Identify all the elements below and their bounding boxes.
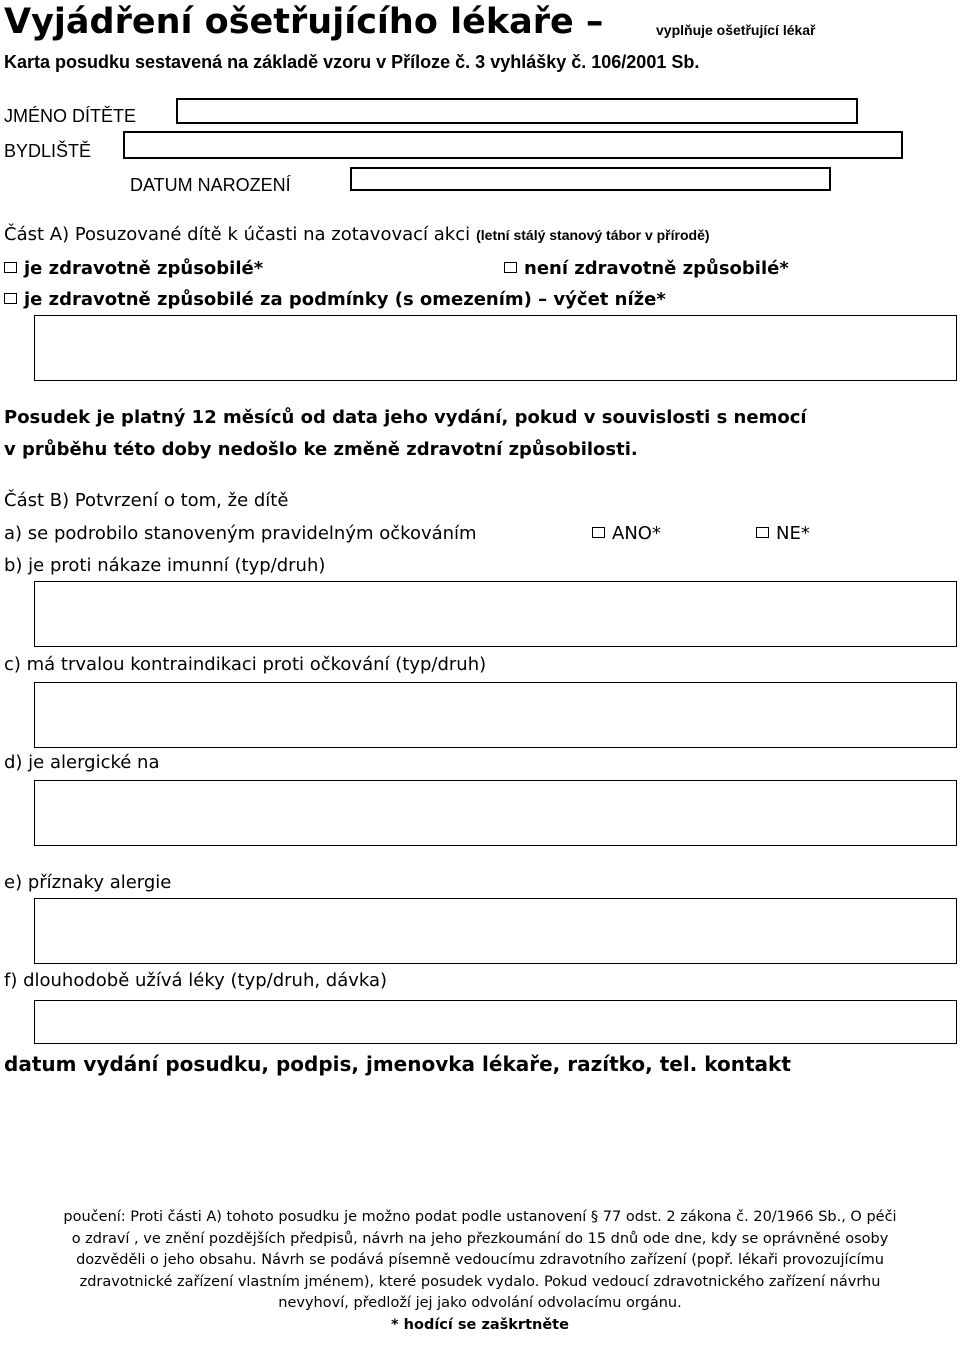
- checkbox-fit[interactable]: [4, 262, 17, 273]
- option-conditional[interactable]: [4, 289, 666, 310]
- form-title-note: vyplňuje ošetřující lékař: [656, 22, 816, 38]
- form-title: Vyjádření ošetřujícího lékaře –: [4, 2, 604, 42]
- part-a-heading: [4, 224, 710, 245]
- part-b-heading: Část B) Potvrzení o tom, že dítě: [4, 490, 289, 511]
- checkbox-conditional[interactable]: [4, 293, 17, 304]
- footer-notice: [0, 1207, 960, 1336]
- option-fit-label: je zdravotně způsobilé*: [24, 258, 264, 279]
- child-name-field[interactable]: [176, 98, 858, 124]
- footer-line-4: zdravotnické zařízení vlastním jménem), které posudek vydalo. Pokud vedoucí zdravotnického zařízení návrhu: [79, 1273, 881, 1290]
- part-a-heading-note: (letní stálý stanový tábor v přírodě): [476, 227, 710, 243]
- footer-line-2: o zdraví , ve znění pozdějších předpisů, návrh na jeho přezkoumání do 15 dnů ode dne, kdy se oprávněné osoby: [71, 1230, 889, 1247]
- footer-line-1: poučení: Proti části A) tohoto posudku je možno podat podle ustanovení § 77 odst. 2 zákona č. 20/1966 Sb., O péči: [63, 1209, 897, 1225]
- option-no-label: NE*: [776, 523, 810, 544]
- contraindication-label: c) má trvalou kontraindikaci proti očkování (typ/druh): [4, 654, 487, 675]
- checkbox-no[interactable]: [756, 527, 769, 538]
- allergy-label: d) je alergické na: [4, 752, 160, 773]
- contraindication-field[interactable]: [34, 682, 957, 748]
- birthdate-label: DATUM NAROZENÍ: [130, 175, 291, 195]
- form-subtitle: Karta posudku sestavená na základě vzoru v Příloze č. 3 vyhlášky č. 106/2001 Sb.: [4, 52, 700, 72]
- birthdate-field[interactable]: [350, 167, 831, 191]
- checkbox-unfit[interactable]: [504, 262, 517, 273]
- vaccination-label: a) se podrobilo stanoveným pravidelným očkováním: [4, 523, 477, 544]
- option-vaccinated-no[interactable]: [756, 523, 810, 544]
- validity-line-1: Posudek je platný 12 měsíců od data jeho vydání, pokud v souvislosti s nemocí: [4, 407, 807, 428]
- address-field[interactable]: [123, 131, 903, 159]
- option-unfit-label: není zdravotně způsobilé*: [524, 258, 789, 279]
- footer-line-3: dozvěděli o jeho obsahu. Návrh se podává písemně vedoucímu zdravotního zařízení (popř. lékaři provozujícímu: [76, 1252, 884, 1268]
- restrictions-field[interactable]: [34, 315, 957, 381]
- immunity-label: b) je proti nákaze imunní (typ/druh): [4, 555, 326, 576]
- footer-line-5: nevyhoví, předloží jej jako odvolání odvolacímu orgánu.: [278, 1295, 682, 1311]
- footer-asterisk-note: * hodící se zaškrtněte: [391, 1316, 569, 1333]
- validity-line-2: v průběhu této doby nedošlo ke změně zdravotní způsobilosti.: [4, 439, 638, 460]
- medication-label: f) dlouhodobě užívá léky (typ/druh, dávka): [4, 970, 388, 991]
- option-vaccinated-yes[interactable]: [592, 523, 661, 544]
- medication-field[interactable]: [34, 1000, 957, 1044]
- immunity-field[interactable]: [34, 581, 957, 647]
- option-fit[interactable]: [4, 258, 263, 279]
- checkbox-yes[interactable]: [592, 527, 605, 538]
- allergy-symptoms-label: e) příznaky alergie: [4, 872, 172, 893]
- option-conditional-label: je zdravotně způsobilé za podmínky (s omezením) – výčet níže*: [24, 289, 666, 310]
- allergy-field[interactable]: [34, 780, 957, 846]
- option-yes-label: ANO*: [612, 523, 661, 544]
- signature-line: datum vydání posudku, podpis, jmenovka lékaře, razítko, tel. kontakt: [4, 1052, 791, 1076]
- part-a-heading-text: Část A) Posuzované dítě k účasti na zotavovací akci: [4, 224, 471, 245]
- child-name-label: JMÉNO DÍTĚTE: [4, 106, 137, 126]
- option-unfit[interactable]: [504, 258, 789, 279]
- allergy-symptoms-field[interactable]: [34, 898, 957, 964]
- address-label: BYDLIŠTĚ: [4, 141, 92, 161]
